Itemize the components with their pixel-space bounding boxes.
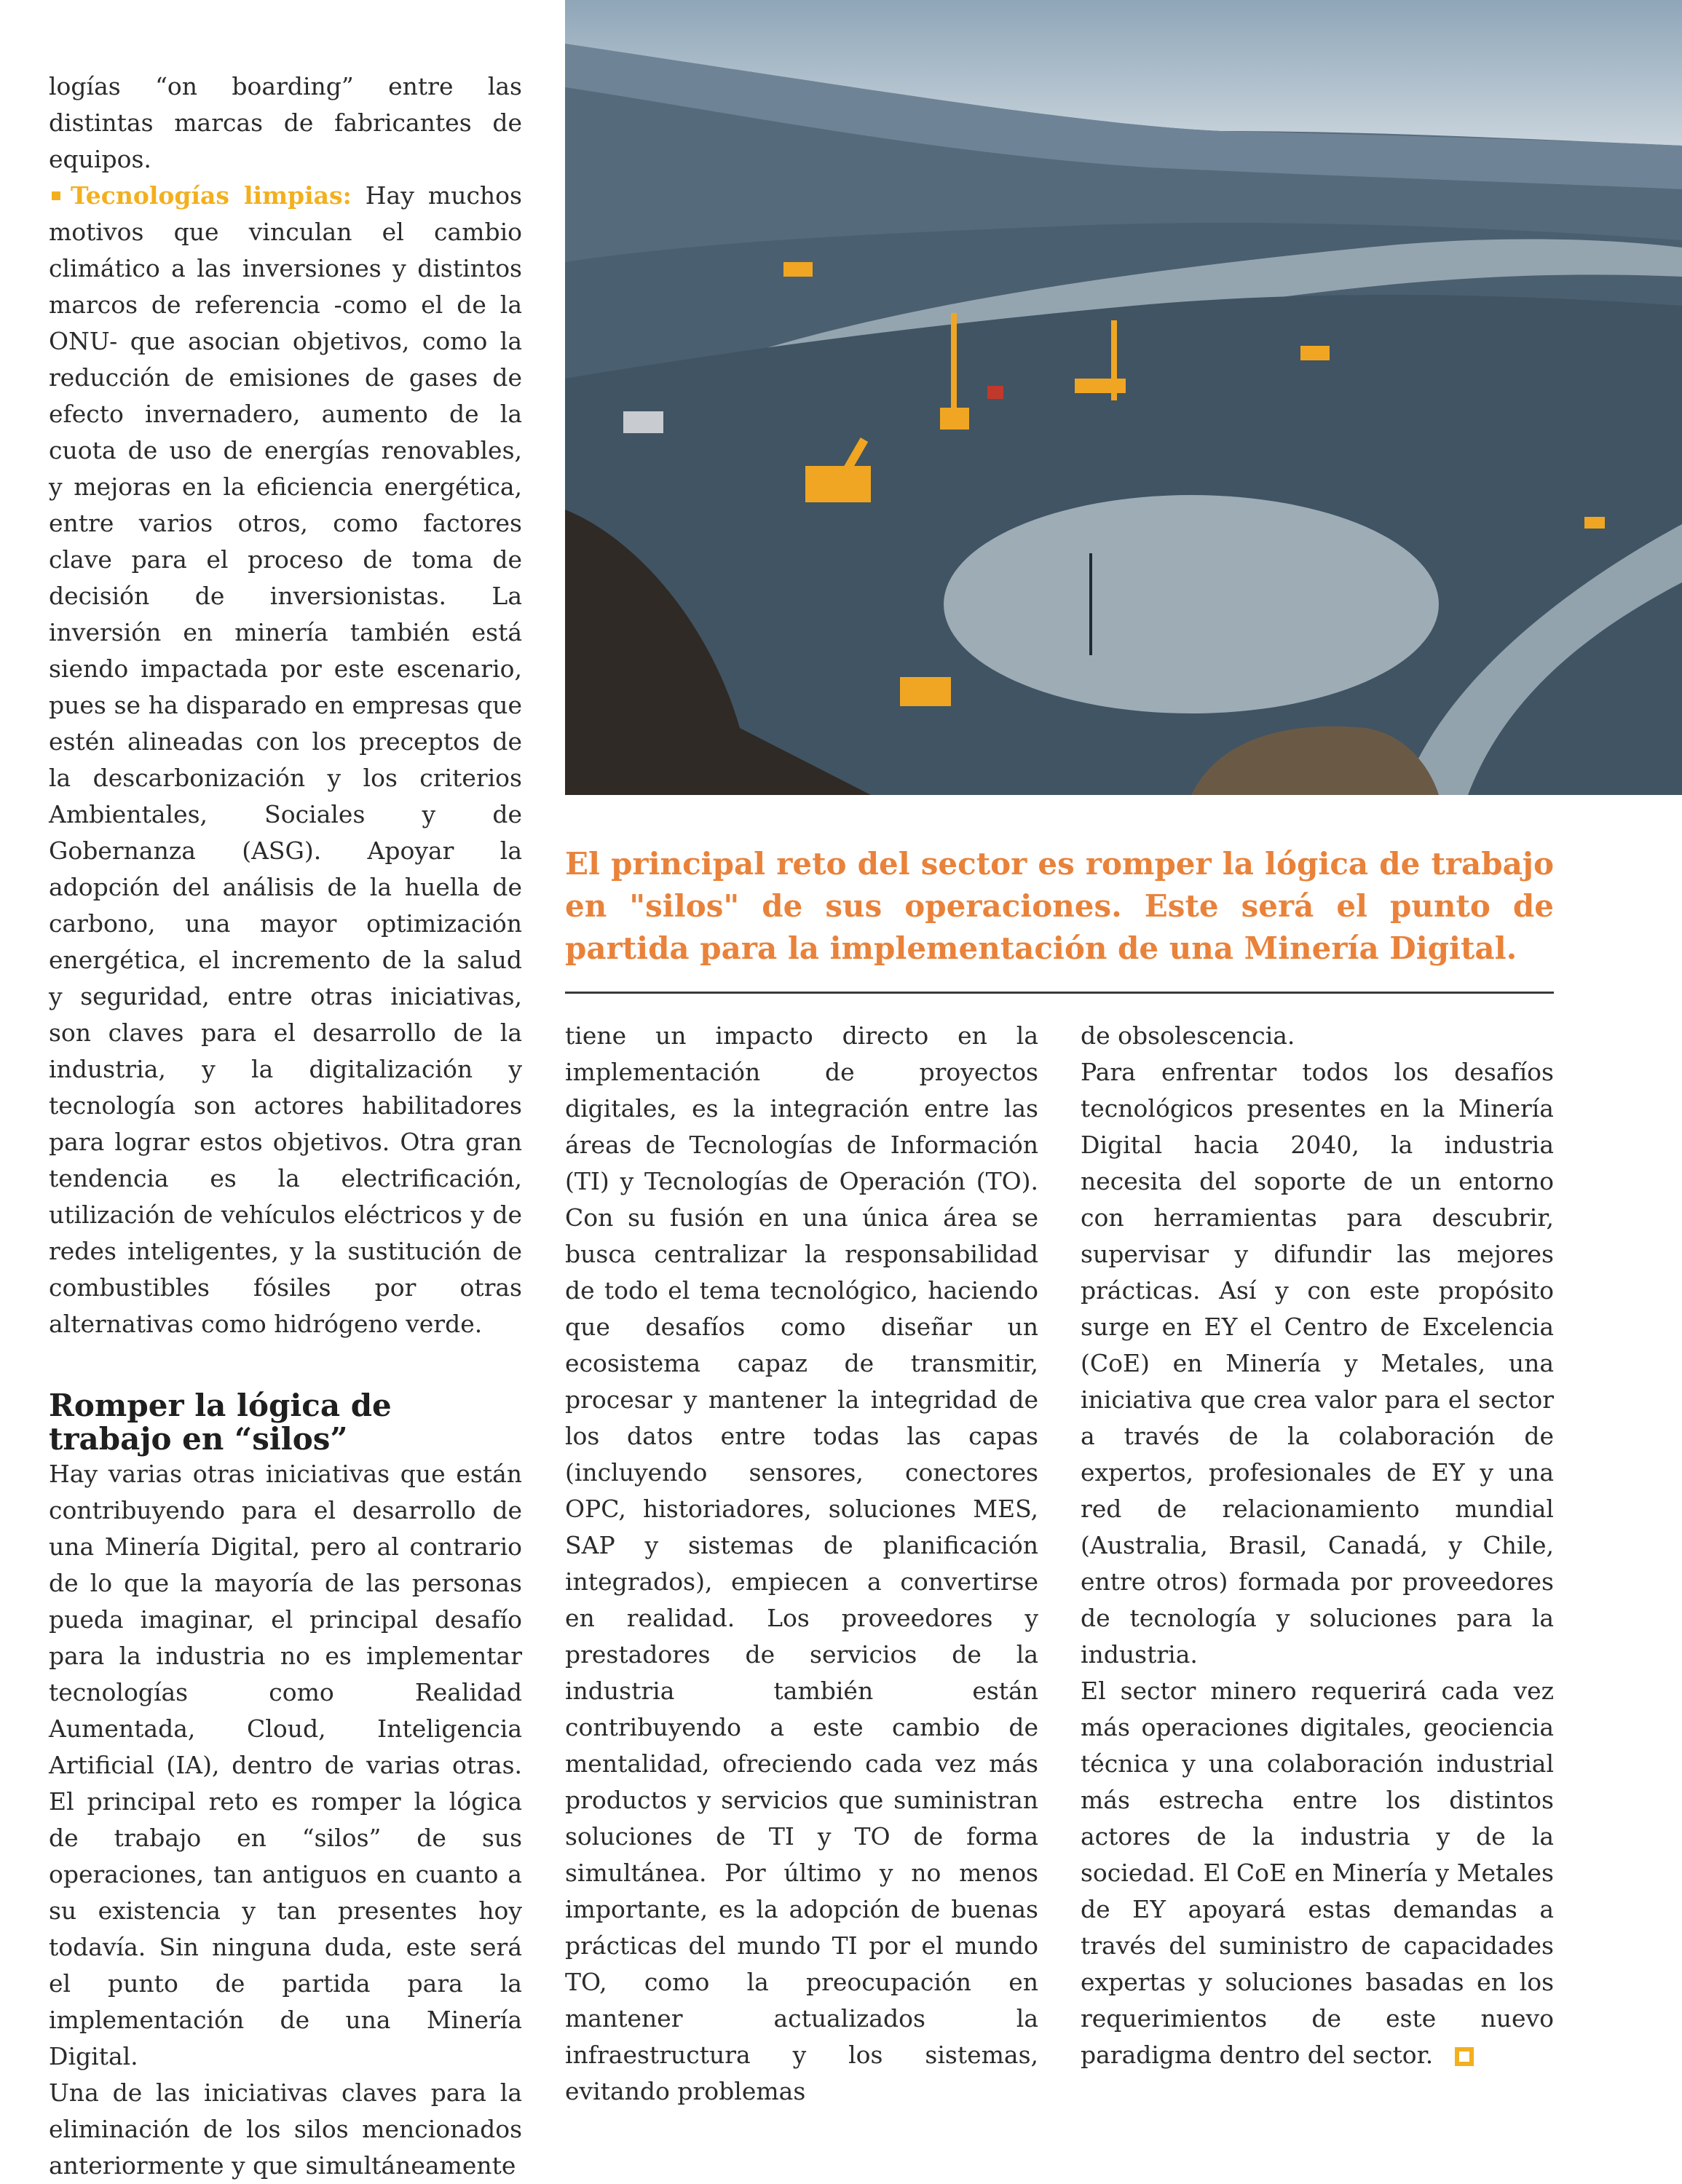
intro-tail-paragraph: logías “on boarding” entre las distintas marcas de fabricantes de equipos.: [49, 72, 522, 173]
body-paragraph: de obsolescencia.: [1081, 1021, 1295, 1050]
square-bullet-icon: [52, 191, 60, 200]
body-paragraph: Para enfrentar todos los desafíos tecnológicos presentes en la Minería Digital hacia 2040, la industria necesita del soporte de un entorno con herramientas para descubrir, supervisar y difundir las mejores prácticas. Así y con este propósito surge en EY el Centro de Excelencia (CoE) en Minería y Metales, una iniciativa que crea valor para el sector a través de la colaboración de expertos, profesionales de EY y una red de relacionamiento mundial (Australia, Brasil, Canadá, y Chile, entre otros) formada por proveedores de tecnología y soluciones para la industria.: [1081, 1058, 1554, 1669]
text-column-2: [565, 1018, 1038, 2110]
closing-text: El sector minero requerirá cada vez más operaciones digitales, geociencia técnica y una colaboración industrial más estrecha entre los distintos actores de la industria y de la sociedad. El CoE en Minería y Metales de EY apoyará estas demandas a través del suministro de capacidades expertas y soluciones basadas en los requerimientos de este nuevo paradigma dentro del sector.: [1081, 1677, 1554, 2069]
text-column-3: [1081, 1018, 1554, 2073]
divider-rule: [565, 992, 1554, 994]
end-square-icon: [1455, 2047, 1474, 2066]
bullet-item-clean-tech: [49, 178, 522, 1342]
closing-paragraph: [1081, 1673, 1554, 2073]
section-heading: Romper la lógica de trabajo en “silos”: [49, 1388, 392, 1457]
pit-floor: [944, 495, 1439, 713]
mine-illustration: [565, 0, 1682, 795]
body-paragraph: Hay varias otras iniciativas que están contribuyendo para el desarrollo de una Minería Digital, pero al contrario de lo que la mayoría de las personas pueda imaginar, el principal desafío para la industria no es implementar tecnologías como Realidad Aumentada, Cloud, Inteligencia Artificial (IA), dentro de varias otras. El principal reto es romper la lógica de trabajo en “silos” de sus operaciones, tan antiguos en cuanto a su existencia y tan presentes hoy todavía. Sin ninguna duda, este será el punto de partida para la implementación de una Minería Digital.: [49, 1460, 522, 2070]
text-column-1: [49, 68, 522, 2184]
bullet-text: Hay muchos motivos que vinculan el cambio climático a las inversiones y distintos marcos de referencia -como el de la ONU- que asocian objetivos, como la reducción de emisiones de gases de efecto invernadero, aumento de la cuota de uso de energías renovables, y mejoras en la eficiencia energética, entre varios otros, como factores clave para el proceso de toma de decisión de inversionistas. La inversión en minería también está siendo impactada por este escenario, pues se ha disparado en empresas que estén alineadas con los preceptos de la descarbonización y los criterios Ambientales, Sociales y de Gobernanza (ASG). Apoyar la adopción del análisis de la huella de carbono, una mayor optimización energética, el incremento de la salud y seguridad, entre otras iniciativas, son claves para el desarrollo de la industria, y la digitalización y tecnología son actores habilitadores para lograr estos objetivos. Otra gran tendencia es la electrificación, utilización de vehículos eléctricos y de redes inteligentes, y la sustitución de combustibles fósiles por otras alternativas como hidrógeno verde.: [49, 181, 522, 1338]
open-pit-mine-photo: [565, 0, 1682, 795]
bullet-label: Tecnologías limpias:: [71, 181, 352, 210]
body-paragraph: tiene un impacto directo en la implementación de proyectos digitales, es la integración entre las áreas de Tecnologías de Información (TI) y Tecnologías de Operación (TO). Con su fusión en una única área se busca centralizar la responsabilidad de todo el tema tecnológico, haciendo que desafíos como diseñar un ecosistema capaz de transmitir, procesar y mantener la integridad de los datos entre todas las capas (incluyendo sensores, conectores OPC, historiadores, soluciones MES, SAP y sistemas de planificación integrados), empiecen a convertirse en realidad. Los proveedores y prestadores de servicios de la industria también están contribuyendo a este cambio de mentalidad, ofreciendo cada vez más productos y servicios que suministran soluciones de TI y TO de forma simultánea. Por último y no menos importante, es la adopción de buenas prácticas del mundo TI por el mundo TO, como la preocupación en mantener actualizados la infraestructura y los sistemas, evitando problemas: [565, 1021, 1038, 2105]
body-paragraph: Una de las iniciativas claves para la eliminación de los silos mencionados anteriormente y que simultáneamente: [49, 2078, 522, 2180]
pull-quote: El principal reto del sector es romper la lógica de trabajo en "silos" de sus operaciones. Este será el punto de partida para la implementación de una Minería Digital.: [565, 846, 1554, 966]
